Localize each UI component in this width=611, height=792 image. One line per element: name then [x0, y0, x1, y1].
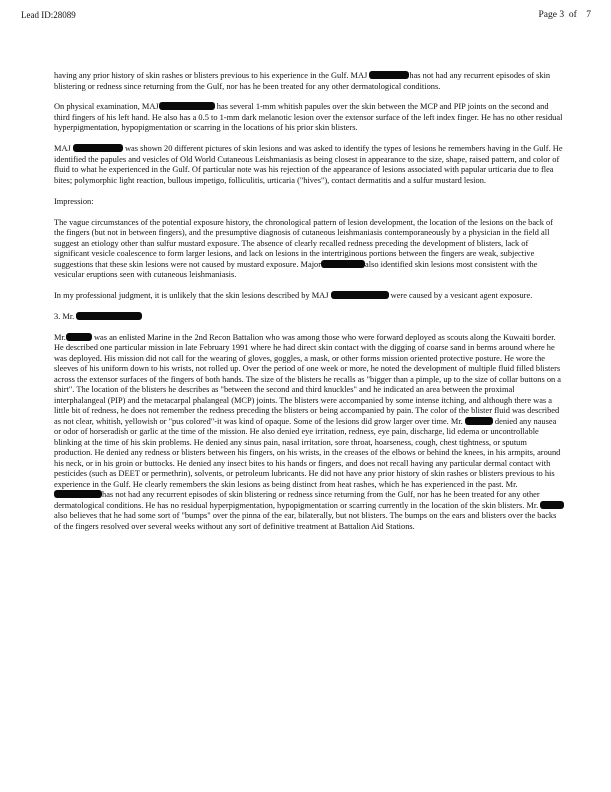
- redaction-bar: [465, 417, 493, 425]
- paragraph-prior-history: having any prior history of skin rashes or blisters previous to his experience in the Gulf. MAJ has not had any recurrent episodes of skin blistering or redness since returning from the Gulf, nor has he been treated for any other dermatological conditions.: [54, 71, 551, 91]
- section-3-heading: 3. Mr.: [54, 312, 565, 323]
- page-word: Page: [538, 10, 557, 20]
- impression-heading: Impression:: [54, 196, 94, 206]
- lead-id: Lead ID:28089: [21, 10, 76, 20]
- paragraph-picture-identification: MAJ was shown 20 different pictures of skin lesions and was asked to identify the types of lesions he remembers having in the Gulf. He identified the papules and vesicles of Old World Cutaneous Leishmaniasis as being closest in appearance to the size, shape, raised pattern, and color of fluid to what he experienced in the Gulf. Of particular note was his rejection of the appearance of lesions associated with papular urticaria due to flea bites; polymorphic light reaction, bullous impetigo, folliculitis, urticaria ("hives"), contact dermatitis and a sulfur mustard lesion.: [54, 144, 563, 185]
- redaction-bar: [540, 501, 564, 509]
- paragraph-mr-history: Mr. was an enlisted Marine in the 2nd Recon Battalion who was among those who were forward deployed as scouts along the Kuwaiti border. He described one particular mission in late February 1991 where he had direct skin contact with the digging of coarse sand in berms around where he was deployed. His mission did not call for the wearing of gloves, goggles, a mask, or other forms mission oriented protective posture. He wore the sleeves of his uniform down to his wrists, not rolled up. Over the period of one week or more, he noted the development of multiple fluid filled blisters across the extensor surfaces of the fingers of both hands. The size of the blisters he recalls as "bigger than a pimple, up to the size of collar buttons on a shirt". The location of the blisters he describes as "between the second and third knuckles" and he indicated an area between the proximal interphalangeal (PIP) and the metacarpal phalangeal (MCP) joints. The blisters were accompanied by some intense itching, and although there was a little bit of redness, he does not remember the redness preceding the blisters or being accompanied by pain. The color of the blister fluid was described as not clear, whitish, yellowish or "pus colored"-it was kind of opaque. Some of the lesions did grow larger over time. Mr. denied any nausea or odor of horseradish or garlic at the time of the mission. He also denied eye irritation, redness, eye pain, discharge, lid edema or uncontrollable blinking at the time of his skin problems. He denied any sinus pain, nasal irritation, sore throat, hoarseness, cough, chest tightness, or sputum production. He denied any redness or blisters between his fingers, on his wrists, in the creases of the elbows or behind the knees, in his armpits, around his neck, or in his groin or buttocks. He denied any insect bites to his hands or fingers, and does not recall having any particular dermal contact with pesticides (such as DEET or permethrin), solvents, or petroleum lubricants. He did not have any prior history of skin rashes or blisters previous to his experience in the Gulf. He clearly remembers the skin lesions as being distinct from heat rashes, which he has experienced in the past. Mr. has not had any recurrent episodes of skin blistering or redness since returning from the Gulf, nor has he been treated for any other dermatological conditions. He has no residual hyperpigmentation, hypopigmentation or scarring currently in the location of the skin blisters. Mr. also believes that he had some sort of "bumps" over the pinna of the ear, bilaterally, but not blisters. The bumps on the ears and blisters over the backs of the fingers resolved over several weeks without any sort of definitive treatment at Battalion Aid Stations.: [54, 333, 565, 533]
- redaction-bar: [369, 71, 409, 79]
- page-number: 3: [559, 10, 565, 20]
- redaction-bar: [321, 260, 365, 268]
- document-body: [54, 71, 565, 543]
- paragraph-judgment: In my professional judgment, it is unlikely that the skin lesions described by MAJ were caused by a vesicant agent exposure.: [54, 290, 533, 300]
- redaction-bar: [73, 144, 123, 152]
- redaction-bar: [159, 102, 215, 110]
- redaction-bar: [54, 490, 102, 498]
- page-total: 7: [586, 10, 591, 20]
- paragraph-physical-exam: On physical examination, MAJ has several 1-mm whitish papules over the skin between the MCP and PIP joints on the second and third fingers of his left hand. He also has a 0.5 to 1-mm dark melanotic lesion over the extensor surface of the left index finger. He has no other residual hyperpigmentation, hypopigmentation or scarring in the locations of his prior skin blisters.: [54, 102, 563, 133]
- redaction-bar: [331, 291, 389, 299]
- page-indicator: [538, 10, 591, 20]
- of-word: of: [568, 10, 577, 20]
- paragraph-impression: The vague circumstances of the potential exposure history, the chronological pattern of lesion development, the location of the lesions on the back of the fingers (but not in between fingers), and the presumptive diagnosis of cutaneous leishmaniasis contemporaneously by a physician in the field all suggest an etiology other than sulfur mustard exposure. The absence of clearly recalled redness preceding the development of blisters, lack of significant vesicle coalescence to form larger lesions, and lack on lesions in the intertriginous portions between the fingers are weak, subjective suggestions that these skin lesions were not caused by mustard exposure. Major also identified skin lesions most consistent with the vesicular eruptions seen with cutaneous leishmaniasis.: [54, 217, 554, 280]
- redaction-bar: [66, 333, 92, 341]
- redaction-bar: [76, 312, 142, 320]
